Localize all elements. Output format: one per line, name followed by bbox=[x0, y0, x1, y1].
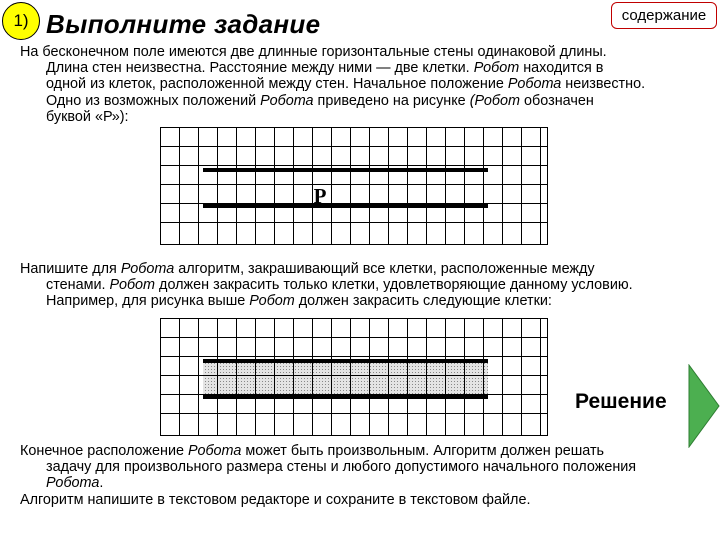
intro-line: одной из клеток, расположенной между стен. Начальное положение Робота неизвестно. bbox=[46, 76, 646, 93]
footer-line: Алгоритм напишите в текстовом редакторе и сохраните в текстовом файле. bbox=[20, 491, 531, 508]
robot-field-initial bbox=[160, 127, 548, 245]
footer-line: задачу для произвольного размера стены и любого допустимого начального положения bbox=[46, 459, 637, 476]
grid-lines bbox=[160, 127, 548, 245]
intro-paragraph bbox=[20, 44, 645, 125]
robot-field-painted bbox=[160, 318, 548, 436]
footer-paragraph bbox=[20, 443, 636, 508]
task-line: Напишите для Робота алгоритм, закрашивающий все клетки, расположенные между bbox=[20, 261, 595, 277]
intro-line: На бесконечном поле имеются две длинные горизонтальные стены одинаковой длины. bbox=[20, 44, 607, 60]
task-line: стенами. Робот должен закрасить только клетки, удовлетворяющие данному условию. bbox=[46, 277, 633, 294]
footer-line: Робота. bbox=[46, 475, 104, 492]
page-title: Выполните задание bbox=[46, 9, 321, 39]
task-number-badge bbox=[2, 2, 40, 40]
task-paragraph bbox=[20, 261, 633, 310]
intro-line: Одно из возможных положений Робота приведено на рисунке (Робот обозначен bbox=[46, 92, 594, 109]
footer-line: Конечное расположение Робота может быть произвольным. Алгоритм должен решать bbox=[20, 443, 605, 459]
contents-button[interactable]: содержание bbox=[611, 2, 717, 29]
intro-line: Длина стен неизвестна. Расстояние между ними — две клетки. Робот находится в bbox=[46, 60, 604, 77]
solution-link[interactable]: Решение bbox=[575, 390, 667, 413]
task-line: Например, для рисунка выше Робот должен закрасить следующие клетки: bbox=[46, 293, 552, 310]
task-number: 1) bbox=[13, 11, 29, 30]
triangle-right-icon[interactable] bbox=[688, 364, 720, 448]
robot-marker: Р bbox=[313, 184, 327, 208]
intro-line: буквой «Р»): bbox=[46, 108, 129, 125]
